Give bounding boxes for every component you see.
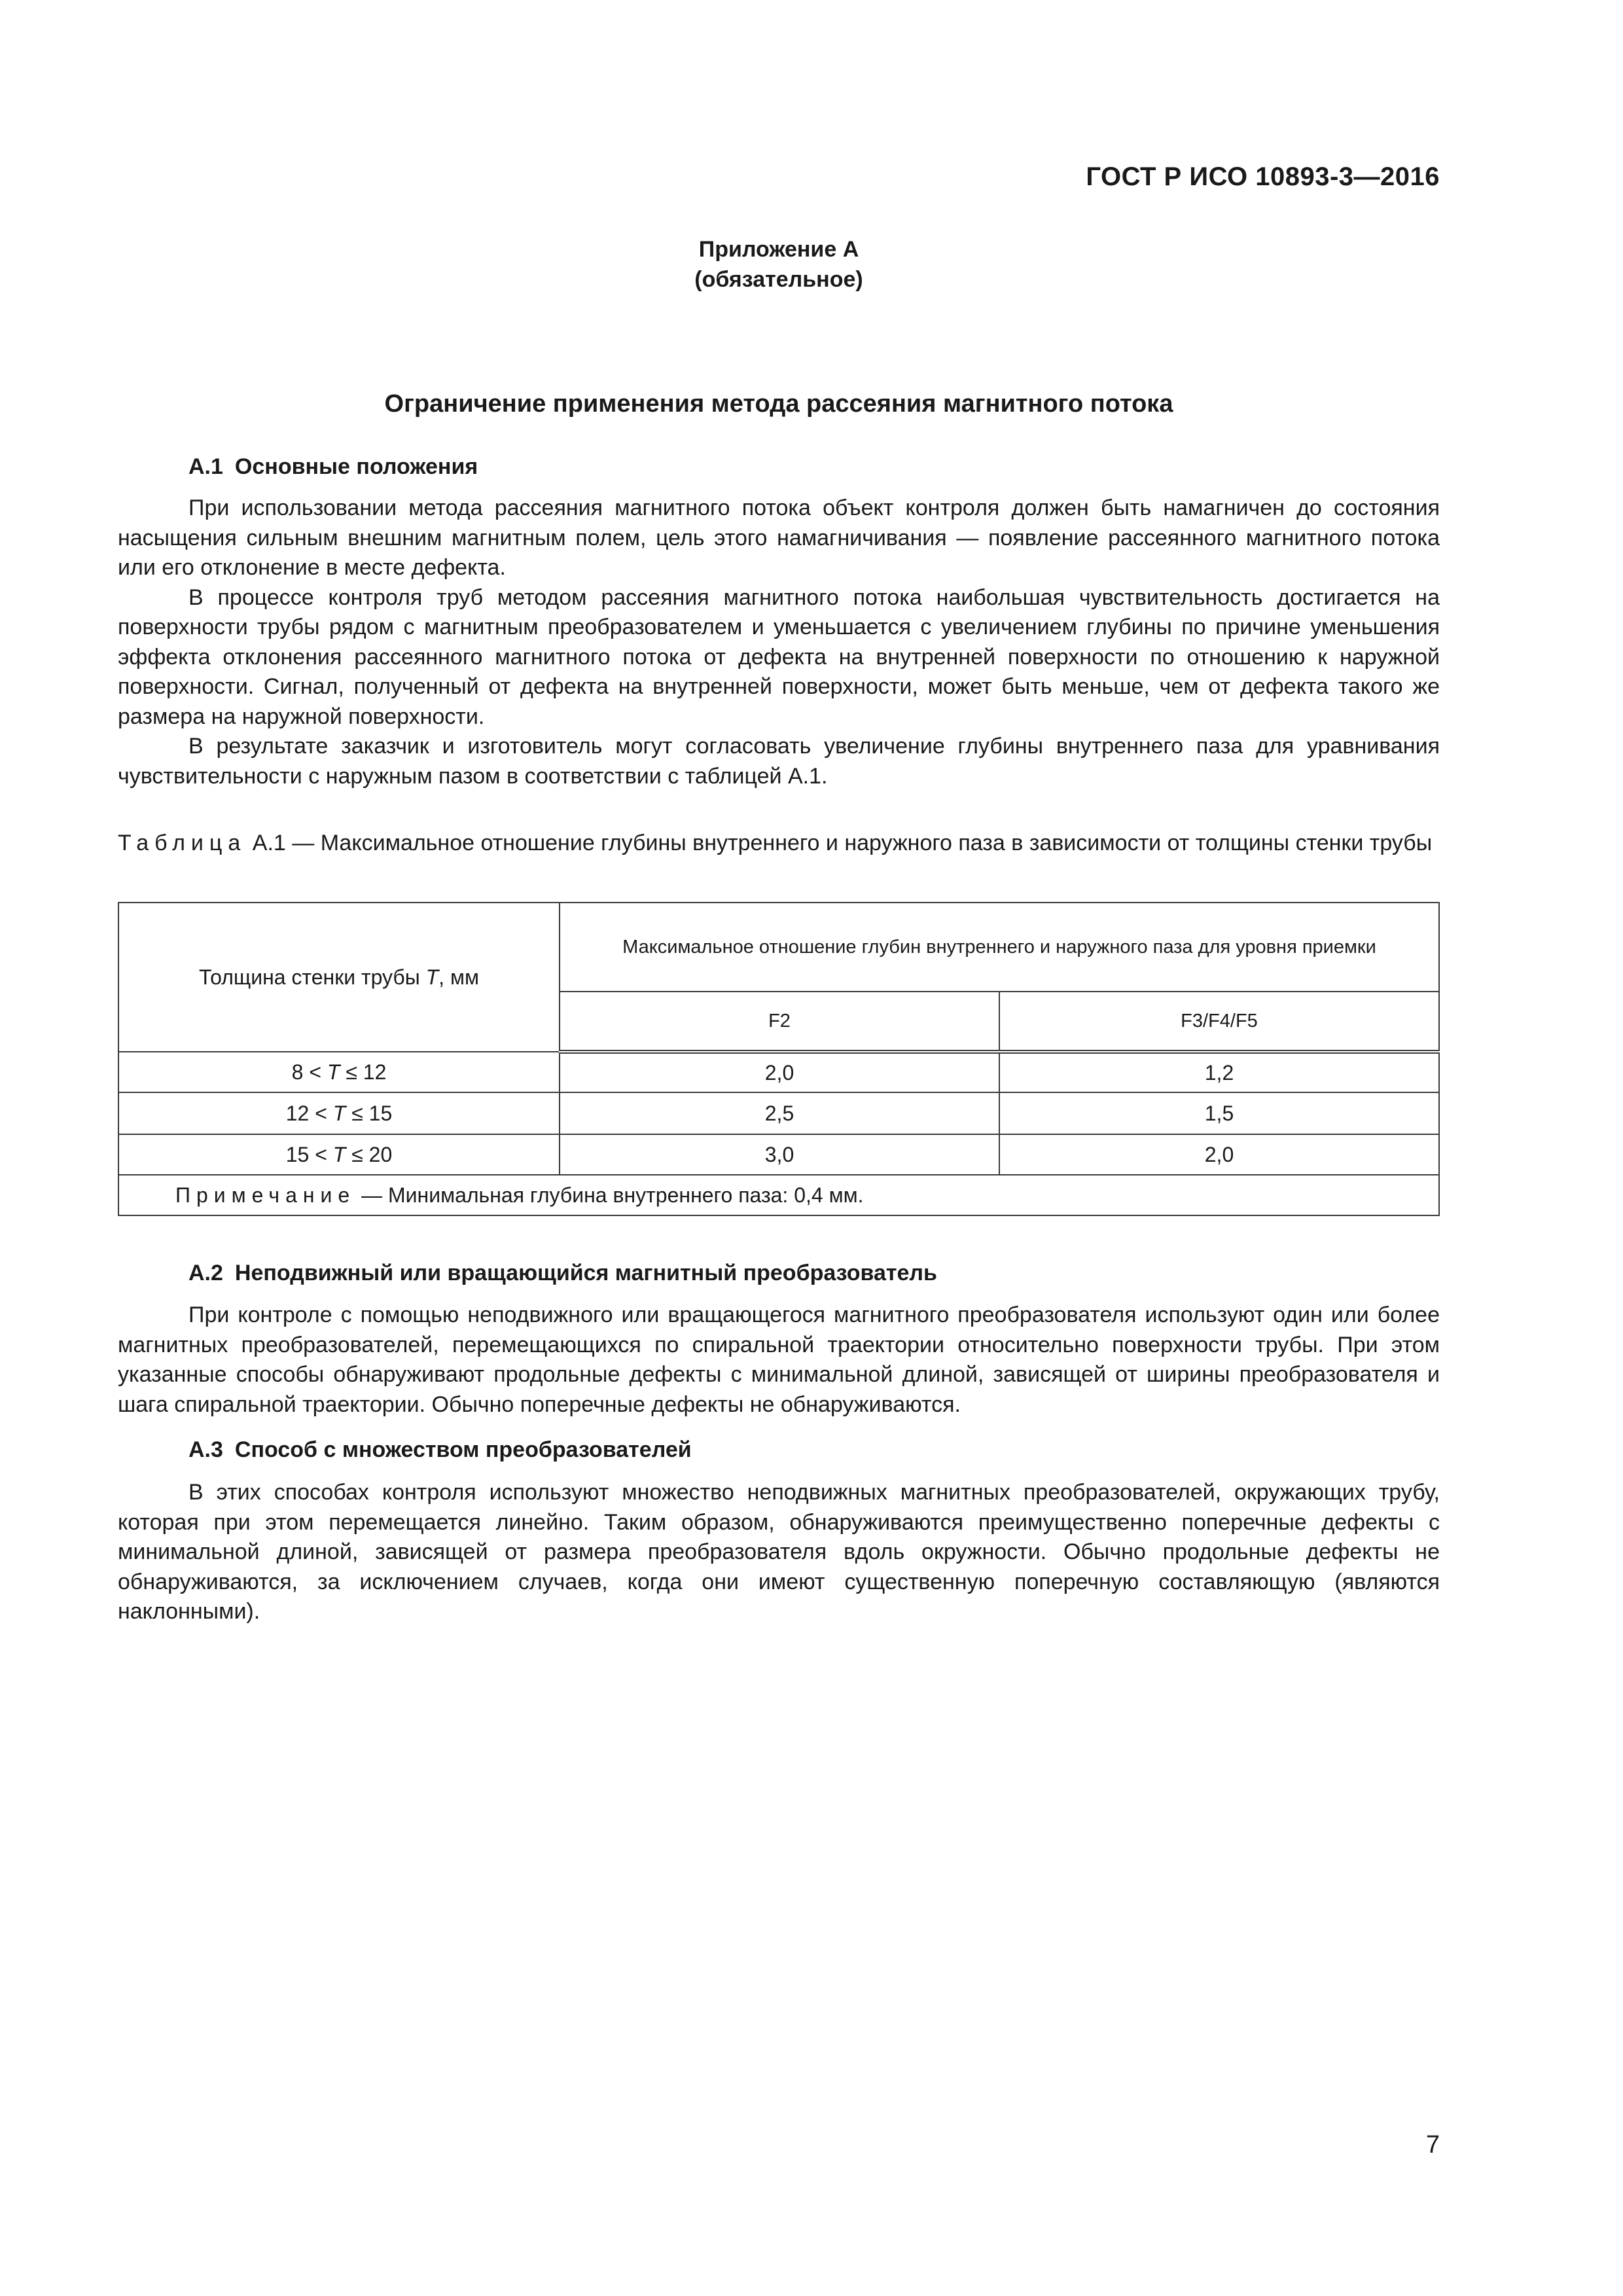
cell-thickness-range: 12 < T ≤ 15 [118,1092,560,1134]
section-number: А.1 [188,454,223,479]
section-heading-a3 [188,1437,692,1463]
section-title: Неподвижный или вращающийся магнитный преобразователь [234,1261,937,1285]
section-body-a3 [118,1478,1440,1627]
table-caption-text: — Максимальное отношение глубины внутреннего и наружного паза в зависимости от толщины стенки трубы [292,831,1433,855]
cell-f2: 2,0 [560,1052,999,1092]
table-caption-label: Таблица [118,831,247,855]
table-note-label: Примечание [175,1183,356,1207]
paragraph: В результате заказчик и изготовитель могут согласовать увеличение глубины внутреннего паза для уравнивания чувствительности с наружным пазом в соответствии с таблицей А.1. [118,734,1440,789]
paragraph: В процессе контроля труб методом рассеяния магнитного потока наибольшая чувствительность достигается на поверхности трубы рядом с магнитным преобразователем и уменьшается с увеличением глубины по причине уменьшения эффекта отклонения рассеянного магнитного потока от дефекта на внутренней поверхности по отношению к наружной поверхности. Сигнал, полученный от дефекта на внутренней поверхности, может быть меньше, чем от дефекта такого же размера на наружной поверхности. [118,584,1440,729]
annex-label: Приложение А [698,237,859,262]
section-title: Способ с множеством преобразователей [234,1437,692,1462]
paragraph: В этих способах контроля используют множество неподвижных магнитных преобразователей, окружающих трубу, которая при этом перемещается линейно. Таким образом, обнаруживаются преимущественно поперечные дефекты с минимальной длиной, зависящей от размера преобразователя вдоль окружности. Обычно продольные дефекты не обнаруживаются, за исключением случаев, когда они имеют существенную поперечную составляющую (являются наклонными). [118,1480,1440,1624]
section-title: Основные положения [234,454,478,479]
header-wall-thickness: Толщина стенки трубы T, мм [118,903,560,1052]
table-row [118,1052,1439,1092]
table-row [118,1134,1439,1175]
section-heading-a1 [188,454,478,480]
annex-title: Ограничение применения метода рассеяния магнитного потока [384,390,1173,418]
paragraph: При контроле с помощью неподвижного или вращающегося магнитного преобразователя используют один или более магнитных преобразователей, перемещающихся по спиральной траектории относительно поверхности трубы. При этом указанные способы обнаруживают продольные дефекты с минимальной длиной, зависящей от ширины преобразователя и шага спиральной траектории. Обычно поперечные дефекты не обнаруживаются. [118,1302,1440,1417]
paragraph: При использовании метода рассеяния магнитного потока объект контроля должен быть намагничен до состояния насыщения сильным внешним магнитным полем, цель этого намагничивания — появление рассеянного магнитного потока или его отклонение в месте дефекта. [118,495,1440,580]
cell-thickness-range: 8 < T ≤ 12 [118,1052,560,1092]
table-row [118,1092,1439,1134]
page-number: 7 [1425,2131,1440,2159]
table-header-row [118,903,1439,992]
cell-f345: 1,5 [999,1092,1439,1134]
header-f2: F2 [560,992,999,1052]
ratio-table [118,902,1440,1216]
section-number: А.2 [188,1261,223,1285]
document-code: ГОСТ Р ИСО 10893-3—2016 [1086,162,1440,191]
document-page [118,0,1440,2296]
section-heading-a2 [188,1261,937,1286]
header-f3-f4-f5: F3/F4/F5 [999,992,1439,1052]
cell-thickness-range: 15 < T ≤ 20 [118,1134,560,1175]
cell-f345: 1,2 [999,1052,1439,1092]
cell-f2: 3,0 [560,1134,999,1175]
table-note [118,1175,1439,1215]
section-number: А.3 [188,1437,223,1462]
header-max-ratio-group: Максимальное отношение глубин внутреннего и наружного паза для уровня приемки [560,903,1439,992]
cell-f2: 2,5 [560,1092,999,1134]
annex-header [118,234,1440,295]
annex-status: (обязательное) [694,267,863,292]
table-caption [118,829,1440,858]
section-body-a2 [118,1300,1440,1420]
cell-f345: 2,0 [999,1134,1439,1175]
table-note-row [118,1175,1439,1215]
table-caption-number: А.1 [252,831,286,855]
table-note-text: — Минимальная глубина внутреннего паза: 0,4 мм. [355,1183,864,1207]
section-body-a1 [118,493,1440,791]
